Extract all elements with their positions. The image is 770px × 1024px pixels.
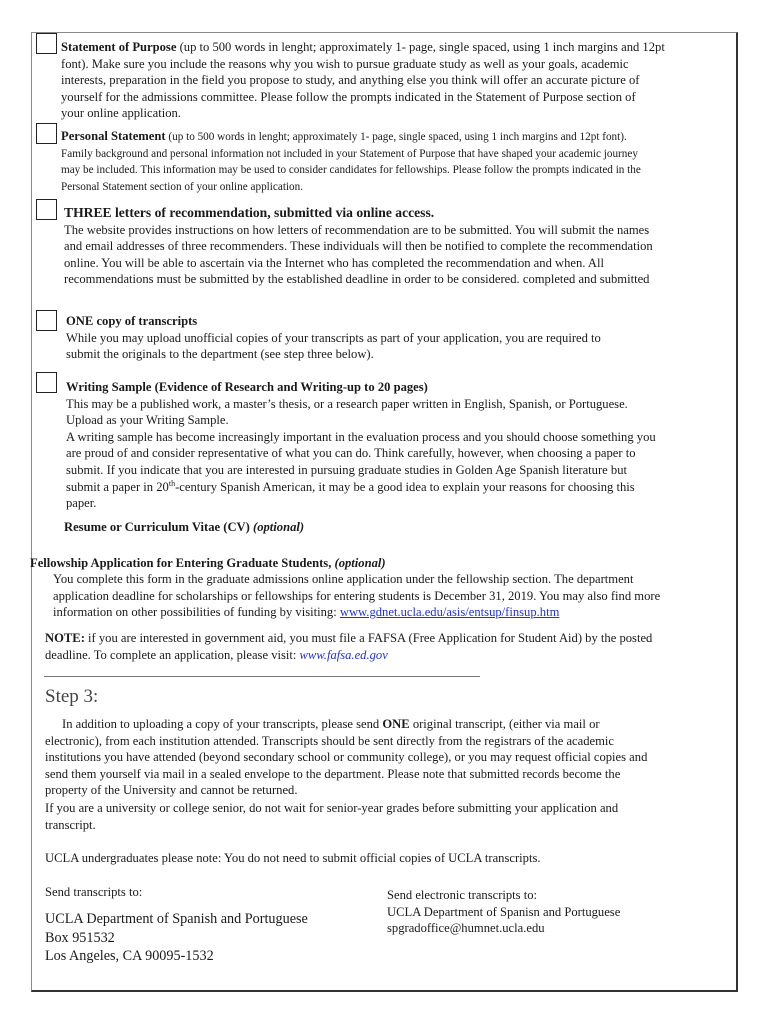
step3-heading: Step 3: [45, 686, 99, 707]
mail-address: UCLA Department of Spanish and Portuguese Box 951532 Los Angeles, CA 90095-1532 [45, 911, 308, 965]
note-label: NOTE: [45, 631, 85, 645]
resume-optional-label: (optional) [253, 520, 305, 534]
step3-paragraph-3: UCLA undergraduates please note: You do not need to submit official copies of UCLA transcripts. [45, 851, 541, 865]
step3-paragraph-2: If you are a university or college senior, do not wait for senior-year grades before submitting your application and transcript. [45, 801, 619, 832]
personal-statement-item: Personal Statement (up to 500 words in lenght; approximately 1- page, single spaced, using 1 inch margins and 12pt font). Family background and personal information not included in your Statement of Purpose that have shaped your academic journey may be included. This information may be used to consider candidates for fellowships. Please follow the prompts indicated in the Personal Statement section of your online application. [61, 129, 641, 193]
finsup-link[interactable]: www.gdnet.ucla.edu/asis/entsup/finsup.htm [339, 605, 560, 620]
fellowship-body: You complete this form in the graduate admissions online application under the fellowship section. The department application deadline for scholarships or fellowships for entering students is December 31, 2019. You may also find more information on other possibilities of funding by visiting: www.gdnet.ucla.edu/asis/entsup/finsup.htm [53, 572, 661, 620]
email-address: spgradoffice@humnet.ucla.edu [387, 921, 545, 936]
statement-of-purpose-item: Statement of Purpose (up to 500 words in lenght; approximately 1- page, single spaced, using 1 inch margins and 12pt font). Make sure you include the reasons why you wish to pursue graduate study as well as your goals, academic interests, preparation in the field you propose to study, and anything else you think will offer an accurate picture of yourself for the admissions committee. Please follow the prompts indicated in the Statement of Purpose section of your online application. [61, 40, 665, 121]
mail-transcripts-label: Send transcripts to: [45, 885, 143, 899]
transcripts-item: ONE copy of transcripts While you may upload unofficial copies of your transcripts as part of your application, you are required to submit the originals to the department (see step three below). [66, 314, 601, 362]
step3-paragraph-1: In addition to uploading a copy of your transcripts, please send ONE original transcript, (either via mail or electronic), from each institution attended. Transcripts should be sent directly from the registrars of the academic institutions you have attended (beyond secondary school or community college), or you may request official copies and send them yourself via mail in a sealed envelope to the department. Please note that submitted records become the property of the University and cannot be returned. [45, 717, 648, 798]
resume-item [64, 519, 304, 536]
writing-sample-title: Writing Sample (Evidence of Research and Writing-up to 20 pages) [66, 380, 428, 394]
checkbox-writing-sample[interactable] [36, 372, 57, 393]
fafsa-note: NOTE: if you are interested in government aid, you must file a FAFSA (Free Application for Student Aid) by the posted deadline. To complete an application, please visit: www.fafsa.ed.gov [45, 631, 653, 662]
transcripts-title: ONE copy of transcripts [66, 314, 198, 328]
resume-title: Resume or Curriculum Vitae (CV) [64, 520, 253, 534]
fellowship-title: Fellowship Application for Entering Graduate Students, [30, 556, 335, 570]
fafsa-link[interactable]: www.fafsa.ed.gov [299, 647, 388, 662]
checkbox-transcripts[interactable] [36, 310, 57, 331]
checkbox-statement-of-purpose[interactable] [36, 33, 57, 54]
section-divider [44, 676, 480, 677]
statement-of-purpose-title: Statement of Purpose [61, 40, 177, 54]
recommendations-title: THREE letters of recommendation, submitted via online access. [64, 205, 435, 220]
checkbox-recommendations[interactable] [36, 199, 57, 220]
recommendations-item: THREE letters of recommendation, submitted via online access. The website provides instructions on how letters of recommendation are to be submitted. You will submit the names and email addresses of three recommenders. These individuals will then be notified to complete the recommendation online. You will be able to ascertain via the Internet who has completed the recommendation and when. All recommendations must be submitted by the established deadline in order to be considered. completed and submitted [64, 205, 653, 287]
personal-statement-title: Personal Statement [61, 129, 166, 143]
electronic-transcripts: Send electronic transcripts to: UCLA Department of Spanisn and Portuguese spgradoffice@humnet.ucla.edu [387, 888, 621, 936]
fellowship-section: Fellowship Application for Entering Graduate Students, (optional) [30, 556, 386, 570]
checkbox-personal-statement[interactable] [36, 123, 57, 144]
writing-sample-item: Writing Sample (Evidence of Research and Writing-up to 20 pages) This may be a published work, a master’s thesis, or a research paper written in English, Spanish, or Portuguese. Upload as your Writing Sample. A writing sample has become increasingly important in the evaluation process and you should choose something you are proud of and consider representative of what you can do. Think carefully, however, when choosing a paper to submit. If you indicate that you are interested in pursuing graduate studies in Golden Age Spanish literature but submit a paper in 20th-century Spanish American, it may be a good idea to explain your reasons for choosing this paper. [66, 380, 656, 511]
